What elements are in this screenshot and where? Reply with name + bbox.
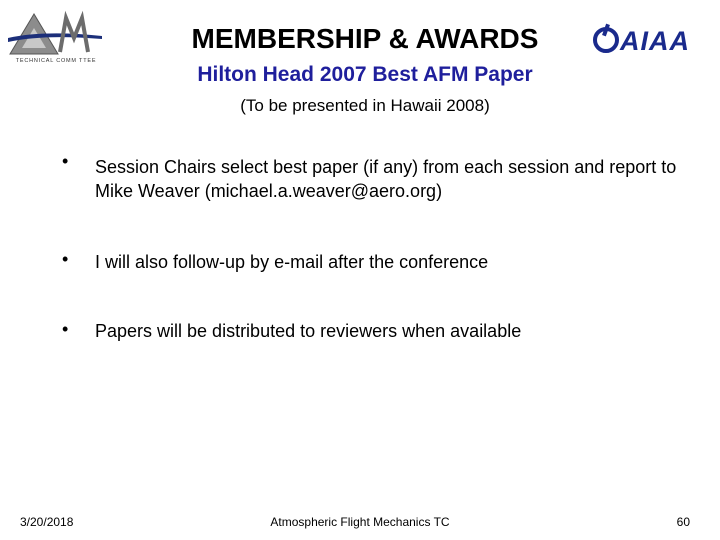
bullet-text-1: Session Chairs select best paper (if any) from each session and report to Mike Weaver (michael.a.weaver@aero.org) xyxy=(95,157,677,201)
footer-date: 3/20/2018 xyxy=(20,515,74,529)
bullet-marker: • xyxy=(62,249,69,269)
aiaa-logo-text: AIAA xyxy=(620,26,690,56)
bullet-marker: • xyxy=(62,319,69,339)
slide-note: (To be presented in Hawaii 2008) xyxy=(240,96,490,115)
page-number: 60 xyxy=(676,515,690,529)
afm-logo-caption: TECHNICAL COMM TTEE xyxy=(15,58,97,64)
bullet-text-3: Papers will be distributed to reviewers when available xyxy=(95,321,522,341)
bullet-text-2: I will also follow-up by e-mail after the conference xyxy=(95,252,489,272)
slide-title: MEMBERSHIP & AWARDS xyxy=(191,23,539,54)
slide-subtitle: Hilton Head 2007 Best AFM Paper xyxy=(197,63,533,86)
bullet-marker: • xyxy=(62,151,69,171)
footer-title: Atmospheric Flight Mechanics TC xyxy=(270,515,450,529)
